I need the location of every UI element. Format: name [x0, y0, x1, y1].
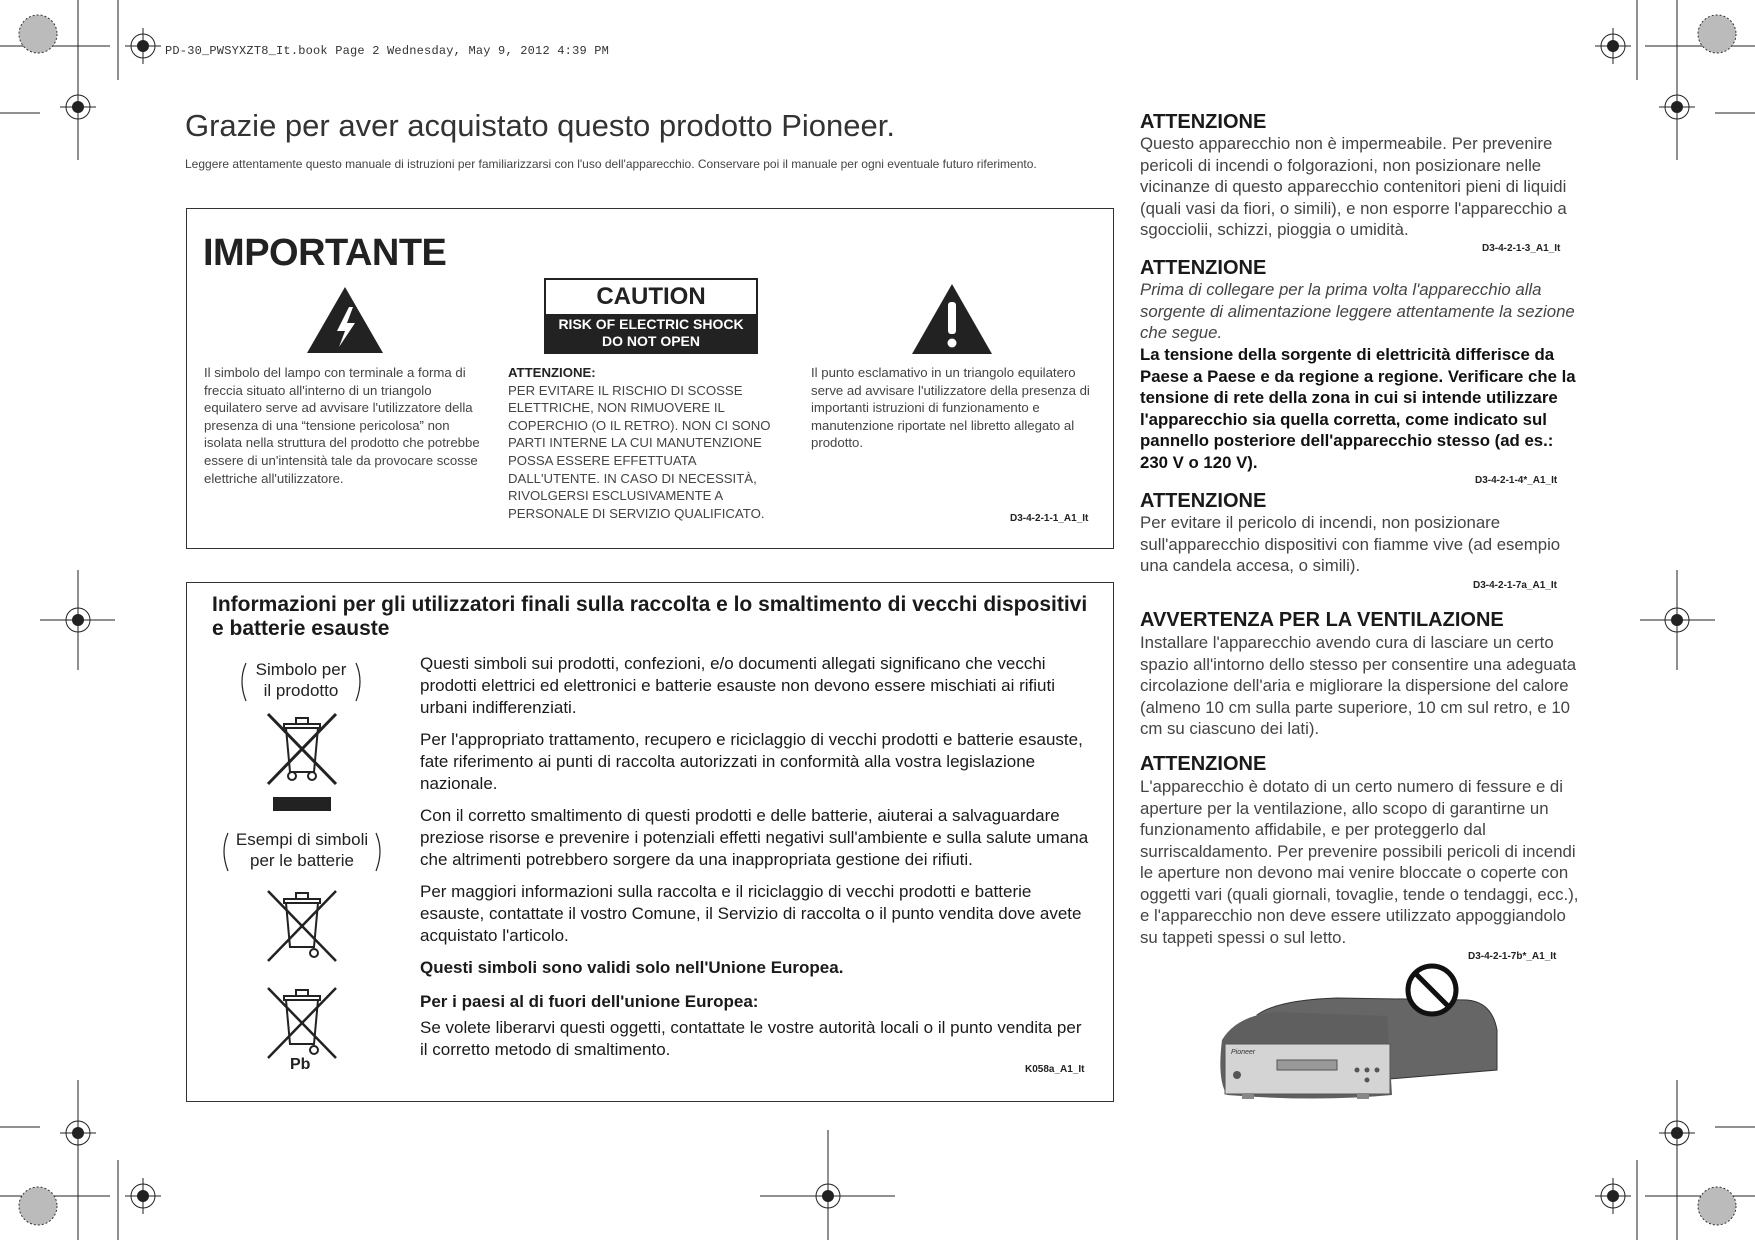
disposal-paragraph-4: Per maggiori informazioni sulla raccolta e il riciclaggio di vecchi prodotti e batterie esauste, contattate il vostro Comune, il Servizio di raccolta o il punto vendita dove avete acquistato l'articolo.	[420, 882, 1082, 945]
bracket-decoration	[236, 659, 366, 707]
eu-only-note: Questi simboli sono validi solo nell'Unione Europea.	[420, 958, 844, 977]
importante-title: IMPORTANTE	[203, 232, 447, 274]
lightning-warning-icon	[305, 285, 385, 355]
page-title: Grazie per aver acquistato questo prodotto Pioneer.	[185, 108, 895, 143]
crossed-bin-icon	[262, 980, 342, 1064]
bracket-decoration	[218, 829, 386, 877]
device-brand: Pioneer	[1231, 1049, 1256, 1056]
importante-code: D3-4-2-1-1_A1_It	[1010, 513, 1089, 524]
battery-symbol-line2: per le batterie	[250, 851, 354, 870]
book-header: PD-30_PWSYXZT8_It.book Page 2 Wednesday, May 9, 2012 4:39 PM	[165, 44, 610, 58]
caution-subtitle	[546, 314, 756, 352]
crossed-bin-icon	[262, 708, 342, 788]
product-symbol-line1: Simbolo per	[255, 660, 347, 679]
attenzione-body-2: Prima di collegare per la prima volta l'apparecchio alla sorgente di alimentazione leggere attentamente la sezione che segue.	[1140, 280, 1575, 342]
attenzione-code-5: D3-4-2-1-7b*_A1_It	[1468, 951, 1557, 962]
exclamation-symbol-text: Il punto esclamativo in un triangolo equilatero serve ad avvisare l'utilizzatore della presenza di importanti istruzioni di funzionamento e manutenzione riportate nel libretto allegato al prodotto.	[811, 365, 1090, 451]
no-entry-icon	[1408, 966, 1456, 1014]
disposal-code: K058a_A1_It	[1025, 1064, 1085, 1075]
covered-device-illustration	[1217, 960, 1507, 1130]
ventilation-body: Installare l'apparecchio avendo cura di lasciare un certo spazio all'intorno dello stesso per consentire una adeguata circolazione dell'aria e migliorare la dispersione del calore (almeno 10 cm sulla parte superiore, 10 cm sul retro, e 10 cm su ciascuno dei lati).	[1140, 633, 1577, 738]
crossed-bin-icon	[262, 883, 342, 967]
intro-text: Leggere attentamente questo manuale di istruzioni per familiarizzarsi con l'uso dell'apparecchio. Conservare poi il manuale per ogni eventuale futuro riferimento.	[185, 157, 1037, 171]
attenzione-caution-body: PER EVITARE IL RISCHIO DI SCOSSE ELETTRICHE, NON RIMUOVERE IL COPERCHIO (O IL RETRO). NON CI SONO PARTI INTERNE LA CUI MANUTENZIONE POSSA ESSERE EFFETTUATA DALL'UTENTE. IN CASO DI NECESSITÀ, RIVOLGERSI ESCLUSIVAMENTE A PERSONALE DI SERVIZIO QUALIFICATO.	[508, 382, 771, 521]
caution-sub-line2: DO NOT OPEN	[601, 333, 700, 349]
disposal-info-title: Informazioni per gli utilizzatori finali sulla raccolta e lo smaltimento di vecchi dispositivi e batterie esauste	[212, 593, 1088, 640]
exclamation-warning-icon	[910, 282, 994, 356]
disposal-paragraph-3: Con il corretto smaltimento di questi prodotti e delle batterie, aiuterai a salvaguardare preziose risorse e prevenire i potenziali effetti negativi sull'ambiente e sulla salute umana che altrimenti potrebbero sorgere da una inappropriata gestione dei rifiuti.	[420, 806, 1089, 869]
attenzione-heading-1: ATTENZIONE	[1140, 111, 1267, 133]
pb-label: Pb	[290, 1056, 311, 1073]
attenzione-code-1: D3-4-2-1-3_A1_It	[1482, 243, 1561, 254]
attenzione-body-1: Questo apparecchio non è impermeabile. Per prevenire pericoli di incendi o folgorazioni, non posizionare nelle vicinanze di questo apparecchio contenitori pieni di liquidi (quali vasi da fiori, o simili), e non esporre l'apparecchio a sgocciolii, schizzi, pioggia o umidità.	[1140, 134, 1567, 239]
caution-label	[544, 278, 758, 354]
disposal-paragraph-2: Per l'appropriato trattamento, recupero e riciclaggio di vecchi prodotti e batterie esauste, fate riferimento ai punti di raccolta autorizzati in conformità alla vostra legislazione nazionale.	[420, 730, 1083, 793]
attenzione-heading-5: ATTENZIONE	[1140, 753, 1267, 775]
attenzione-body-5: L'apparecchio è dotato di un certo numero di fessure e di aperture per la ventilazione, allo scopo di garantirne un funzionamento affidabile, e per proteggerlo dal surriscaldamento. Per prevenire possibili pericoli di incendi le aperture non devono mai venire bloccate o coperte con oggetti vari (quali giornali, tovaglie, tende o tendaggi, ecc.), e l'apparecchio non deve essere utilizzato appoggiandolo su tappeti spessi o sul letto.	[1140, 777, 1579, 947]
caution-title: CAUTION	[546, 280, 756, 314]
disposal-paragraph-1: Questi simboli sui prodotti, confezioni, e/o documenti allegati significano che vecchi prodotti elettrici ed elettronici e batterie esauste non devono essere mischiati ai rifiuti urbani indifferenziati.	[420, 654, 1056, 717]
non-eu-paragraph: Se volete liberarvi questi oggetti, contattate le vostre autorità locali o il punto vendita per il corretto metodo di smaltimento.	[420, 1018, 1082, 1059]
non-eu-heading: Per i paesi al di fuori dell'unione Europea:	[420, 992, 759, 1011]
ventilation-heading: AVVERTENZA PER LA VENTILAZIONE	[1140, 609, 1504, 631]
attenzione-code-3: D3-4-2-1-7a_A1_It	[1473, 580, 1557, 591]
black-bar-mark	[273, 797, 331, 811]
attenzione-code-2: D3-4-2-1-4*_A1_It	[1475, 475, 1558, 486]
voltage-warning: La tensione della sorgente di elettricità differisce da Paese a Paese e da regione a regione. Verificare che la tensione di rete della zona in cui si intende utilizzare l'apparecchio sia quella corretta, come indicato sul pannello posteriore dell'apparecchio stesso (ad es.: 230 V o 120 V).	[1140, 345, 1576, 472]
caution-sub-line1: RISK OF ELECTRIC SHOCK	[558, 316, 744, 332]
product-symbol-line2: il prodotto	[263, 681, 339, 700]
attenzione-caution-text	[508, 364, 790, 522]
attenzione-body-3: Per evitare il pericolo di incendi, non posizionare sull'apparecchio dispositivi con fiamme vive (ad esempio una candela accesa, o simili).	[1140, 513, 1561, 575]
attenzione-caution-head: ATTENZIONE:	[508, 365, 596, 380]
lightning-symbol-text: Il simbolo del lampo con terminale a forma di freccia situato all'interno di un triangolo equilatero serve ad avvisare l'utilizzatore della presenza di una “tensione pericolosa” non isolata nella struttura del prodotto che potrebbe essere di un'intensità tale da provocare scosse elettriche all'utilizzatore.	[204, 365, 480, 486]
attenzione-heading-2: ATTENZIONE	[1140, 257, 1267, 279]
battery-symbol-line1: Esempi di simboli	[235, 830, 369, 849]
attenzione-heading-3: ATTENZIONE	[1140, 490, 1267, 512]
